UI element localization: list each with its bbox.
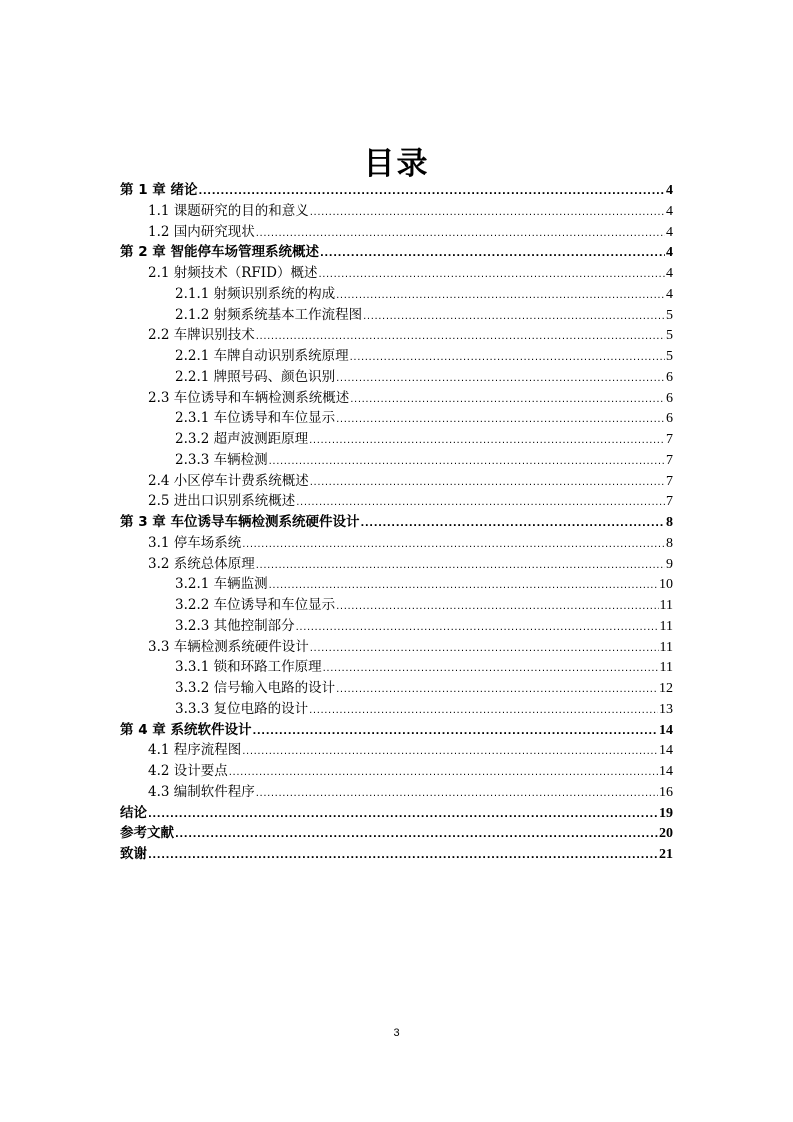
toc-entry[interactable] — [120, 512, 673, 533]
toc-dot-leader — [199, 182, 666, 203]
toc-entry-label: 3.1 停车场系统 — [148, 534, 242, 551]
toc-dot-leader — [256, 224, 665, 245]
toc-entry-page-number: 9 — [666, 556, 673, 572]
toc-dot-leader — [310, 473, 665, 494]
toc-entry[interactable] — [120, 201, 673, 222]
toc-entry-page-number: 19 — [659, 805, 673, 821]
toc-entry[interactable] — [120, 761, 673, 782]
toc-dot-leader — [323, 659, 659, 680]
toc-entry-label: 第 2 章 智能停车场管理系统概述 — [120, 244, 319, 261]
toc-entry[interactable] — [120, 533, 673, 554]
toc-dot-leader — [336, 369, 665, 390]
toc-entry[interactable] — [120, 284, 673, 305]
page-number: 3 — [393, 1027, 400, 1039]
toc-entry[interactable] — [120, 325, 673, 346]
toc-dot-leader — [256, 556, 665, 577]
toc-entry-label: 3.3.1 锁和环路工作原理 — [175, 659, 322, 676]
toc-entry[interactable] — [120, 782, 673, 803]
toc-entry[interactable] — [120, 595, 673, 616]
toc-dot-leader — [229, 763, 658, 784]
toc-entry[interactable] — [120, 491, 673, 512]
toc-dot-leader — [296, 618, 659, 639]
toc-entry-label: 2.1.2 射频系统基本工作流程图 — [175, 306, 363, 323]
toc-entry-page-number: 7 — [666, 432, 673, 447]
toc-entry[interactable] — [120, 678, 673, 699]
toc-entry[interactable] — [120, 740, 673, 761]
toc-entry-label: 2.3.1 车位诱导和车位显示 — [175, 410, 336, 427]
toc-entry-label: 1.2 国内研究现状 — [148, 223, 255, 240]
toc-entry-page-number: 11 — [659, 598, 673, 613]
toc-dot-leader — [175, 825, 658, 846]
table-of-contents — [120, 180, 673, 865]
toc-entry-page-number: 21 — [659, 847, 673, 862]
toc-entry-page-number: 6 — [666, 411, 673, 427]
toc-dot-leader — [310, 203, 665, 224]
toc-dot-leader — [269, 576, 658, 597]
toc-dot-leader — [309, 431, 665, 452]
toc-entry-page-number: 10 — [659, 577, 673, 593]
toc-entry[interactable] — [120, 574, 673, 595]
toc-entry[interactable] — [120, 823, 673, 844]
toc-entry-label: 3.2 系统总体原理 — [148, 555, 255, 572]
toc-entry-label: 结论 — [120, 804, 147, 821]
toc-entry[interactable] — [120, 699, 673, 720]
toc-entry-page-number: 4 — [666, 245, 673, 261]
toc-dot-leader — [309, 701, 658, 722]
toc-entry[interactable] — [120, 388, 673, 409]
toc-entry[interactable] — [120, 450, 673, 471]
toc-entry-page-number: 11 — [659, 639, 673, 655]
toc-entry-label: 3.3.2 信号输入电路的设计 — [175, 680, 336, 696]
toc-entry[interactable] — [120, 263, 673, 284]
toc-dot-leader — [350, 348, 665, 369]
toc-entry-label: 2.2.1 牌照号码、颜色识别 — [175, 368, 336, 385]
toc-entry[interactable] — [120, 471, 673, 492]
toc-entry-page-number: 4 — [666, 183, 673, 198]
toc-dot-leader — [336, 680, 658, 701]
toc-entry[interactable] — [120, 408, 673, 429]
toc-entry-label: 2.4 小区停车计费系统概述 — [148, 472, 309, 489]
toc-entry-page-number: 6 — [666, 390, 673, 406]
toc-entry-label: 3.2.1 车辆监测 — [175, 576, 268, 593]
toc-entry[interactable] — [120, 367, 673, 388]
toc-entry-label: 致谢 — [120, 846, 147, 862]
toc-dot-leader — [253, 722, 659, 743]
toc-entry-page-number: 8 — [666, 515, 673, 530]
toc-entry-label: 2.1.1 射频识别系统的构成 — [175, 285, 336, 302]
toc-entry[interactable] — [120, 180, 673, 201]
toc-entry-label: 3.3 车辆检测系统硬件设计 — [148, 638, 309, 655]
toc-entry-page-number: 13 — [659, 701, 673, 717]
toc-entry-page-number: 12 — [659, 681, 673, 696]
toc-dot-leader — [242, 535, 665, 556]
toc-entry-page-number: 5 — [666, 328, 673, 344]
toc-entry[interactable] — [120, 616, 673, 637]
toc-entry[interactable] — [120, 637, 673, 658]
toc-entry-page-number: 8 — [666, 535, 673, 551]
toc-entry-page-number: 14 — [659, 743, 673, 759]
toc-entry-label: 2.2.1 车牌自动识别系统原理 — [175, 348, 349, 364]
toc-dot-leader — [363, 307, 665, 328]
toc-entry-label: 参考文献 — [120, 825, 174, 842]
toc-entry[interactable] — [120, 429, 673, 450]
toc-entry-label: 4.1 程序流程图 — [148, 742, 242, 759]
toc-entry-page-number: 7 — [666, 473, 673, 489]
toc-entry[interactable] — [120, 305, 673, 326]
toc-entry-page-number: 6 — [666, 369, 673, 385]
toc-entry[interactable] — [120, 844, 673, 865]
toc-entry-page-number: 4 — [666, 266, 673, 281]
toc-dot-leader — [336, 286, 665, 307]
toc-entry-label: 4.2 设计要点 — [148, 763, 228, 779]
toc-dot-leader — [336, 597, 658, 618]
toc-dot-leader — [296, 493, 665, 514]
toc-entry-label: 第 1 章 绪论 — [120, 182, 198, 198]
toc-entry-label: 2.3 车位诱导和车辆检测系统概述 — [148, 389, 350, 406]
toc-entry-page-number: 16 — [659, 784, 673, 800]
toc-dot-leader — [148, 805, 658, 826]
toc-entry[interactable] — [120, 346, 673, 367]
toc-entry-page-number: 14 — [659, 722, 673, 738]
toc-entry-label: 2.3.3 车辆检测 — [175, 451, 268, 468]
toc-entry-page-number: 20 — [659, 826, 673, 842]
toc-title: 目录 — [363, 146, 430, 182]
toc-dot-leader — [336, 410, 665, 431]
toc-entry-page-number: 5 — [666, 349, 673, 364]
toc-entry-label: 4.3 编制软件程序 — [148, 783, 255, 800]
toc-entry-label: 第 4 章 系统软件设计 — [120, 721, 252, 738]
toc-entry-label: 3.2.3 其他控制部分 — [175, 617, 295, 634]
toc-entry[interactable] — [120, 554, 673, 575]
toc-entry-page-number: 4 — [666, 286, 673, 302]
toc-dot-leader — [269, 452, 665, 473]
toc-entry-page-number: 4 — [666, 224, 673, 240]
toc-dot-leader — [320, 244, 665, 265]
toc-dot-leader — [318, 265, 665, 286]
toc-dot-leader — [361, 514, 666, 535]
toc-entry-label: 第 3 章 车位诱导车辆检测系统硬件设计 — [120, 514, 360, 530]
toc-dot-leader — [256, 327, 665, 348]
toc-entry-label: 2.3.2 超声波测距原理 — [175, 431, 309, 447]
toc-dot-leader — [256, 784, 658, 805]
toc-entry-page-number: 4 — [666, 203, 673, 219]
toc-entry[interactable] — [120, 242, 673, 263]
toc-entry-label: 2.1 射频技术（RFID）概述 — [148, 265, 318, 281]
toc-dot-leader — [242, 742, 658, 763]
toc-dot-leader — [350, 390, 665, 411]
toc-entry[interactable] — [120, 803, 673, 824]
toc-entry-label: 2.5 进出口识别系统概述 — [148, 493, 296, 510]
toc-entry-page-number: 7 — [666, 494, 673, 510]
toc-entry[interactable] — [120, 720, 673, 741]
toc-entry[interactable] — [120, 657, 673, 678]
toc-dot-leader — [310, 639, 659, 660]
toc-entry-page-number: 7 — [666, 452, 673, 468]
toc-entry-page-number: 11 — [659, 660, 673, 676]
toc-entry-label: 3.2.2 车位诱导和车位显示 — [175, 597, 336, 613]
toc-dot-leader — [148, 846, 658, 867]
toc-entry-page-number: 14 — [659, 764, 673, 779]
toc-entry-label: 1.1 课题研究的目的和意义 — [148, 202, 309, 219]
toc-entry[interactable] — [120, 222, 673, 243]
toc-entry-page-number: 11 — [659, 618, 673, 634]
toc-entry-page-number: 5 — [666, 307, 673, 323]
toc-entry-label: 2.2 车牌识别技术 — [148, 327, 255, 344]
toc-entry-label: 3.3.3 复位电路的设计 — [175, 700, 309, 717]
